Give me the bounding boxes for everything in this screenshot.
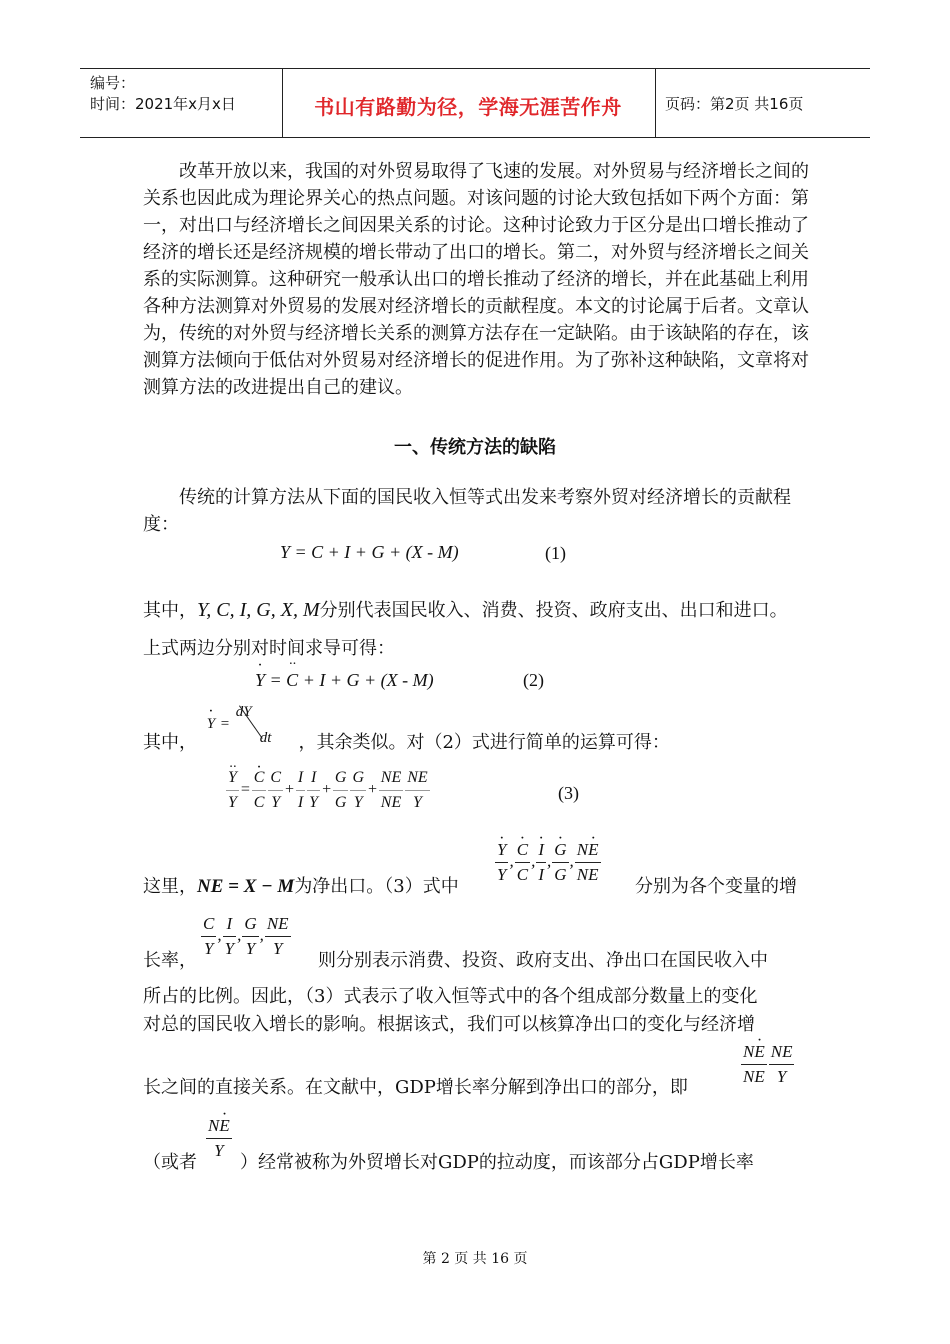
page-header xyxy=(80,68,870,138)
text: 分别代表国民收入、消费、投资、政府支出、出口和进口。 xyxy=(319,600,788,621)
dy-dt-expression: · Y = dY dt xyxy=(203,728,293,748)
header-divider xyxy=(655,69,656,137)
intro-paragraph: 改革开放以来，我国的对外贸易取得了飞速的发展。对外贸易与经济增长之间的关系也因此成为理论界关心的热点问题。对该问题的讨论大致包括如下两个方面：第一，对出口与经济增长之间因果关系的讨论。这种讨论致力于区分是出口增长推动了经济的增长还是经济规模的增长带动了出口的增长。第二，对外贸与经济增长之间关系的实际测算。这种研究一般承认出口的增长推动了经济的增长，并在此基础上利用各种方法测算对外贸易的发展对经济增长的贡献程度。本文的讨论属于后者。文章认为，传统的对外贸与经济增长关系的测算方法存在一定缺陷。由于该缺陷的存在，该测算方法倾向于低估对外贸易对经济增长的促进作用。为了弥补这种缺陷，文章将对测算方法的改进提出自己的建议。 xyxy=(143,161,809,398)
page-footer: 第 2 页 共 16 页 xyxy=(422,1251,528,1267)
text-line: 所占的比例。因此，（3）式表示了收入恒等式中的各个组成部分数量上的变化 xyxy=(143,986,758,1007)
net-export-definition xyxy=(143,872,459,898)
header-meta xyxy=(90,73,236,115)
text-line: 对总的国民收入增长的影响。根据该式，我们可以核算净出口的变化与经济增 xyxy=(143,1014,755,1035)
equation-3-number: (3) xyxy=(558,783,579,803)
header-page-number: 页码：第2页 共16页 xyxy=(665,95,804,113)
header-motto: 书山有路勤为径，学海无涯苦作舟 xyxy=(314,95,622,119)
equation-2-number: (2) xyxy=(523,670,544,690)
text: 这里， xyxy=(143,876,197,897)
section-title: 一、传统方法的缺陷 xyxy=(394,437,556,458)
net-export-formula: NE = X − M xyxy=(197,876,295,897)
growth-rate-text: 分别为各个变量的增 xyxy=(635,876,797,897)
date-label: 时间：2021年x月x日 xyxy=(90,95,236,113)
text-line: 长之间的直接关系。在文献中，GDP增长率分解到净出口的部分，即 xyxy=(143,1077,688,1098)
equation-1-number: (1) xyxy=(545,543,566,563)
text: ）经常被称为外贸增长对GDP的拉动度，而该部分占GDP增长率 xyxy=(240,1152,754,1173)
text: （或者 xyxy=(143,1152,197,1173)
text: 为净出口。（3）式中 xyxy=(294,876,459,897)
share-fractions: $\frac{C}{Y}$ , $\frac{I}{Y}$ , $\frac{G}{Y}$ , $\frac{NE}{Y}$ xyxy=(203,914,289,958)
equation-3: ·· $\frac{Y}{Y}$ = · $\frac{C}{C}$ $\frac{C}{Y}$ + $\frac{I}{I}$ $\frac{I}{Y}$ + $\frac{G}{G}$ $\frac{G}{Y}$ + $\frac{NE}{NE}$ $\frac{NE}{Y}$ xyxy=(225,766,431,815)
derivative-definition xyxy=(143,704,670,754)
text: 其中， xyxy=(143,600,197,621)
text: 长率， xyxy=(143,950,197,971)
text: 其中， xyxy=(143,732,197,753)
paragraph-method: 传统的计算方法从下面的国民收入恒等式出发来考察外贸对经济增长的贡献程度： xyxy=(143,487,791,535)
share-text: 则分别表示消费、投资、政府支出、净出口在国民收入中 xyxy=(318,950,768,971)
variables-definition xyxy=(143,596,788,622)
number-label: 编号： xyxy=(90,74,136,92)
equation-1: Y = C + I + G + (X - M) xyxy=(280,542,459,562)
equation-2: · Y = ·· C + I + G + (X - M) xyxy=(255,670,434,691)
net-export-contribution: $\frac{N\cdot E}{NE}$ $\frac{NE}{Y}$ xyxy=(740,1040,795,1089)
derivative-intro: 上式两边分别对时间求导可得： xyxy=(143,638,395,659)
growth-rate-fractions: · $\frac{Y}{Y}$ , · $\frac{C}{C}$ , · $\frac{I}{I}$ , · $\frac{G}{G}$ , $\frac{N\cdot E}{NE}$ xyxy=(494,838,602,887)
net-export-ratio: $\frac{N\cdot E}{Y}$ xyxy=(205,1114,233,1163)
variable-list: Y, C, I, G, X, M xyxy=(197,599,320,621)
text: ，其余类似。对（2）式进行简单的运算可得： xyxy=(298,732,670,753)
